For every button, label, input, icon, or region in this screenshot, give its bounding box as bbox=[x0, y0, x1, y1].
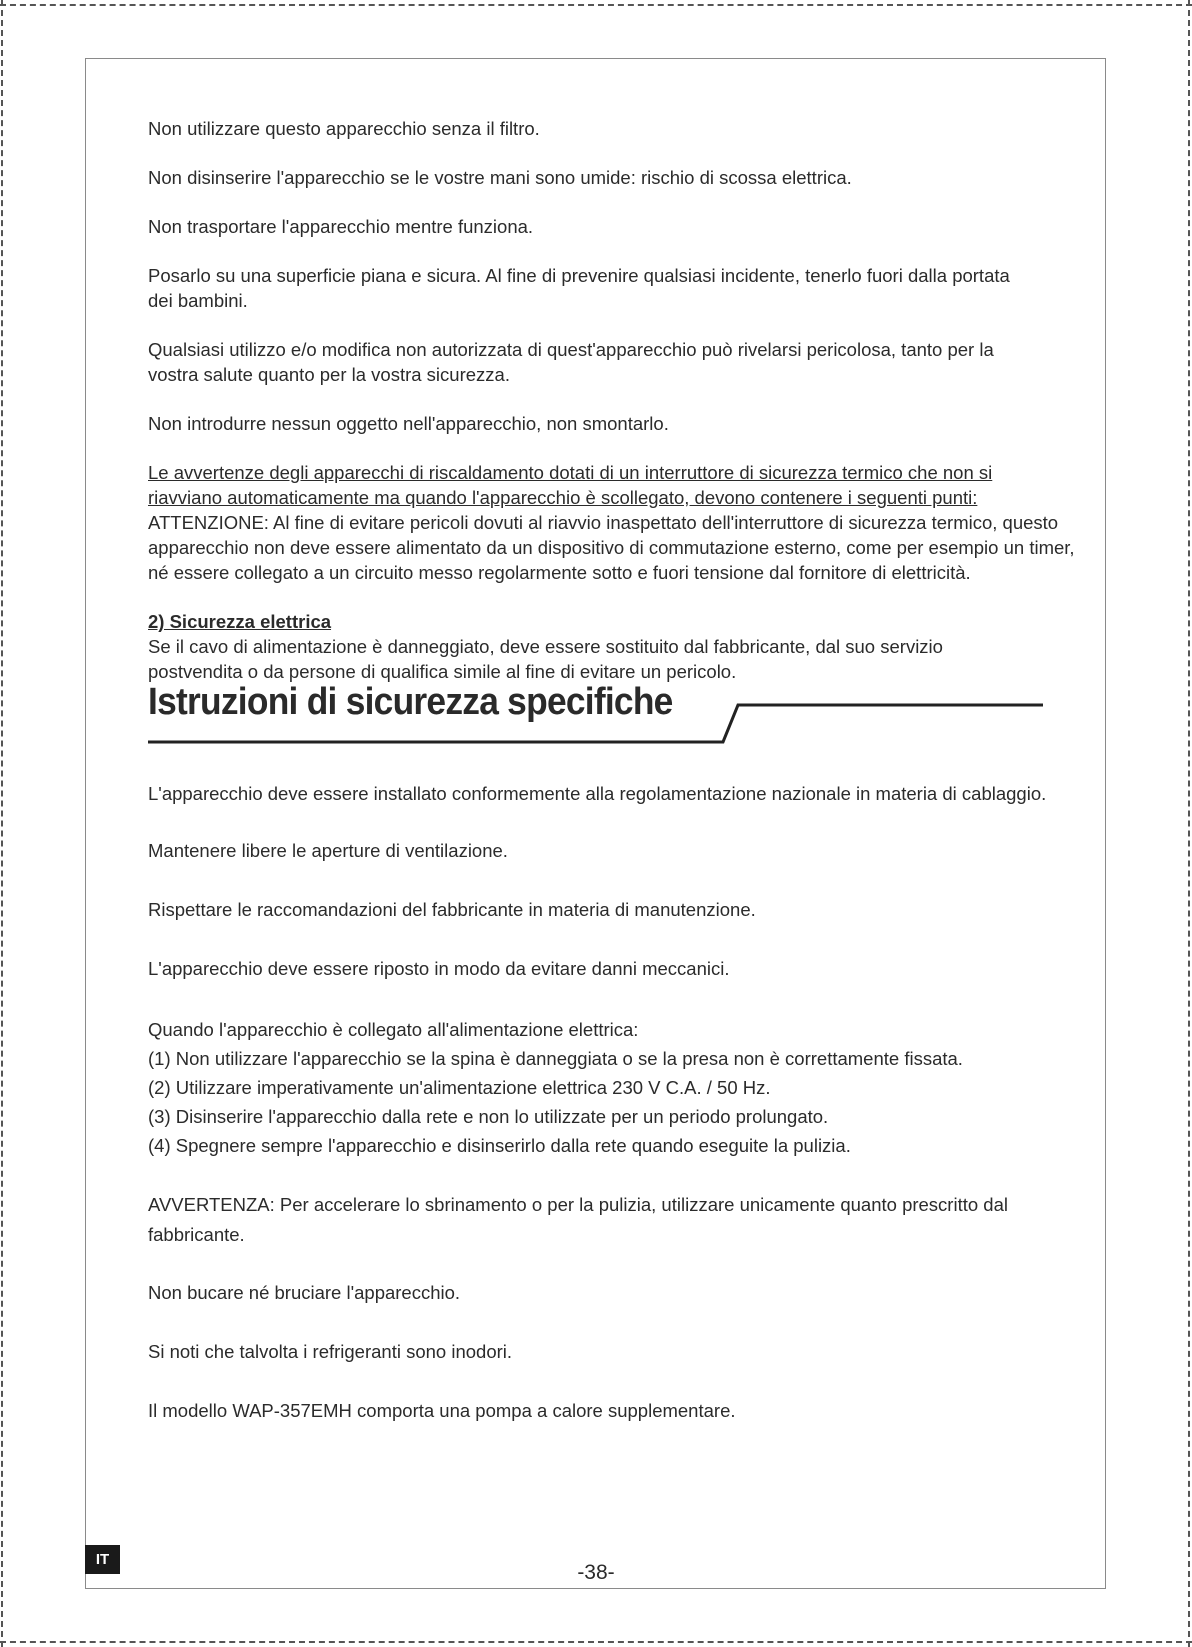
paragraph: Mantenere libere le aperture di ventilazione. bbox=[148, 840, 508, 861]
paragraph: Si noti che talvolta i refrigeranti sono inodori. bbox=[148, 1341, 513, 1362]
page-content bbox=[148, 116, 1088, 1423]
paragraph: L'apparecchio deve essere riposto in modo da evitare danni meccanici. bbox=[148, 958, 730, 979]
avvertenza-text: AVVERTENZA: Per accelerare lo sbrinamento o per la pulizia, utilizzare unicamente quanto prescritto dal fabbricante. bbox=[148, 1194, 1008, 1245]
paragraph: Rispettare le raccomandazioni del fabbricante in materia di manutenzione. bbox=[148, 899, 756, 920]
heading-block bbox=[148, 681, 1098, 778]
paragraph: Non utilizzare questo apparecchio senza il filtro. bbox=[148, 118, 540, 139]
list-item: (3) Disinserire l'apparecchio dalla rete e non lo utilizzate per un periodo prolungato. bbox=[148, 1106, 829, 1127]
paragraph: Qualsiasi utilizzo e/o modifica non autorizzata di quest'apparecchio può rivelarsi pericolosa, tanto per la vostra salute quanto per la vostra sicurezza. bbox=[148, 339, 994, 385]
connection-list bbox=[148, 1015, 1088, 1160]
left-cut-line bbox=[1, 0, 3, 1647]
section-title-electrical-safety: 2) Sicurezza elettrica bbox=[148, 611, 332, 632]
attention-text: ATTENZIONE: Al fine di evitare pericoli dovuti al riavvio inaspettato dell'interruttore di sicurezza termico, questo apparecchio non deve essere alimentato da un dispositivo di commutazione esterno, come per esempio un timer, né essere collegato a un circuito messo regolarmente sotto e fuori tensione dal fornitore di elettricità. bbox=[148, 512, 1075, 583]
page-number: -38- bbox=[577, 1561, 615, 1584]
warning-underlined: Le avvertenze degli apparecchi di riscaldamento dotati di un interruttore di sicurezza termico che non si riavviano automaticamente ma quando l'apparecchio è scollegato, devono contenere i seguenti punti: bbox=[148, 462, 993, 508]
list-intro: Quando l'apparecchio è collegato all'alimentazione elettrica: bbox=[148, 1019, 639, 1040]
right-cut-line bbox=[1188, 0, 1190, 1647]
list-item: (2) Utilizzare imperativamente un'alimentazione elettrica 230 V C.A. / 50 Hz. bbox=[148, 1077, 771, 1098]
paragraph: Posarlo su una superficie piana e sicura. Al fine di prevenire qualsiasi incidente, tenerlo fuori dalla portata dei bambini. bbox=[148, 265, 1010, 311]
paragraph: L'apparecchio deve essere installato conformemente alla regolamentazione nazionale in materia di cablaggio. bbox=[148, 783, 1047, 804]
list-item: (4) Spegnere sempre l'apparecchio e disinserirlo dalla rete quando eseguite la pulizia. bbox=[148, 1135, 851, 1156]
language-badge: IT bbox=[85, 1545, 120, 1574]
list-item: (1) Non utilizzare l'apparecchio se la spina è danneggiata o se la presa non è correttamente fissata. bbox=[148, 1048, 963, 1069]
paragraph: Non disinserire l'apparecchio se le vostre mani sono umide: rischio di scossa elettrica. bbox=[148, 167, 852, 188]
page-heading: Istruzioni di sicurezza specifiche bbox=[148, 681, 673, 723]
section-text-electrical-safety: Se il cavo di alimentazione è danneggiato, deve essere sostituito dal fabbricante, dal suo servizio postvendita o da persone di qualifica simile al fine di evitare un pericolo. bbox=[148, 636, 943, 682]
paragraph: Non bucare né bruciare l'apparecchio. bbox=[148, 1282, 461, 1303]
bottom-cut-line bbox=[0, 1641, 1192, 1643]
paragraph: Il modello WAP-357EMH comporta una pompa a calore supplementare. bbox=[148, 1400, 736, 1421]
top-cut-line bbox=[0, 4, 1192, 6]
paragraph: Non trasportare l'apparecchio mentre funziona. bbox=[148, 216, 534, 237]
paragraph: Non introdurre nessun oggetto nell'apparecchio, non smontarlo. bbox=[148, 413, 669, 434]
